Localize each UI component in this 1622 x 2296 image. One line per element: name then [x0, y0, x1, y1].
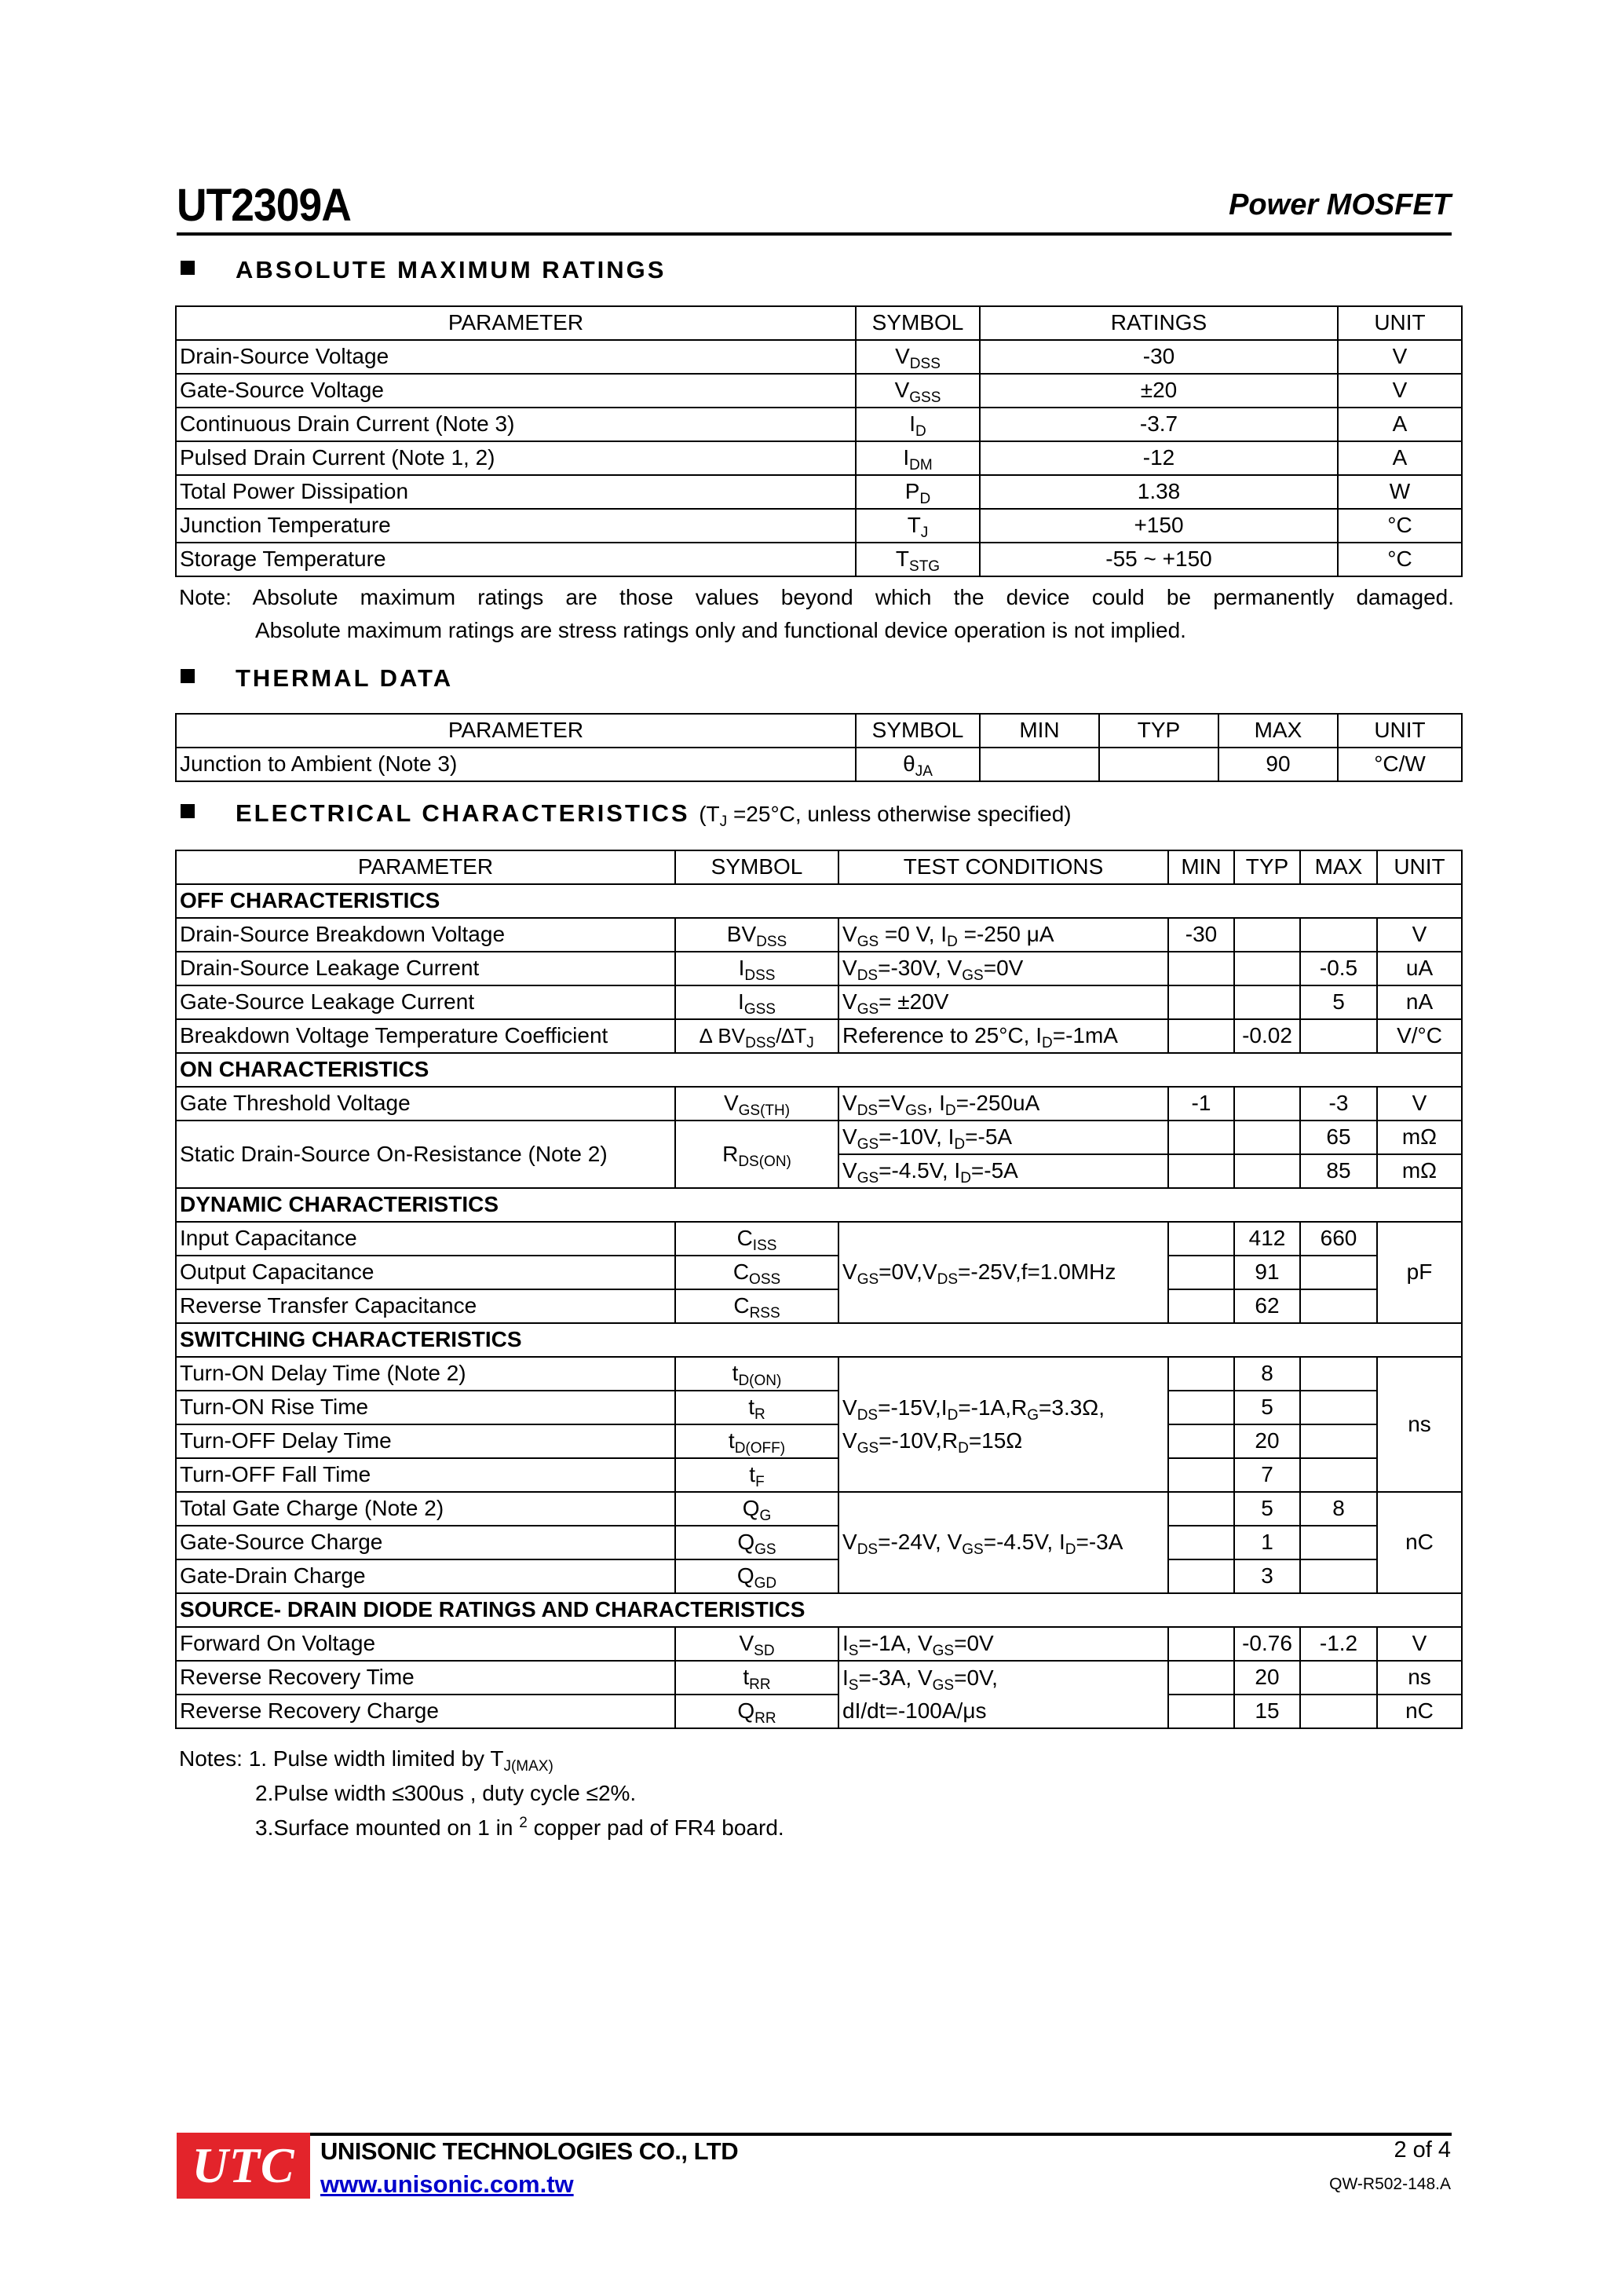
rating-cell: -3.7 — [980, 408, 1338, 441]
min-cell — [1168, 1695, 1234, 1728]
max-cell — [1300, 1357, 1377, 1391]
unit-cell: nA — [1377, 985, 1462, 1019]
param-cell: Forward On Voltage — [176, 1627, 675, 1661]
max-cell — [1300, 918, 1377, 952]
col-header: TEST CONDITIONS — [838, 850, 1168, 884]
symbol-cell: $t_{D(OFF)}$ — [675, 1424, 838, 1458]
condition-cell: $I_S=-3A$, $V_{GS}=0V$, dI/dt=-100A/μs — [838, 1661, 1168, 1728]
unit-cell: A — [1338, 441, 1462, 475]
max-cell: 85 — [1300, 1154, 1377, 1188]
document-reference: QW-R502-148.A — [1329, 2175, 1451, 2193]
unit-cell: °C/W — [1338, 748, 1462, 781]
param-cell: Turn-OFF Delay Time — [176, 1424, 675, 1458]
min-cell — [1168, 1526, 1234, 1559]
condition-cell: $V_{GS}=-10V$, $I_D=-5A$ — [838, 1121, 1168, 1154]
min-cell — [1168, 985, 1234, 1019]
param-cell: Input Capacitance — [176, 1222, 675, 1256]
condition-cell: $V_{GS}=0V,V_{DS}=-25V,f=1.0MHz$ — [838, 1222, 1168, 1323]
table-row — [176, 340, 1462, 374]
symbol-cell: $V_{DSS}$ — [856, 340, 980, 374]
min-cell — [1168, 1256, 1234, 1289]
typ-cell: 91 — [1234, 1256, 1300, 1289]
max-cell — [1300, 1256, 1377, 1289]
table-row — [176, 952, 1462, 985]
param-cell: Gate Threshold Voltage — [176, 1087, 675, 1121]
rating-cell: -30 — [980, 340, 1338, 374]
unit-cell: uA — [1377, 952, 1462, 985]
max-cell — [1300, 1391, 1377, 1424]
section-heading-electrical — [181, 799, 1072, 828]
typ-cell — [1234, 1087, 1300, 1121]
symbol-cell: $Q_{GD}$ — [675, 1559, 838, 1593]
typ-cell — [1234, 1121, 1300, 1154]
col-header: TYP — [1234, 850, 1300, 884]
param-cell: Reverse Transfer Capacitance — [176, 1289, 675, 1323]
min-cell: -1 — [1168, 1087, 1234, 1121]
section-label: OFF CHARACTERISTICS — [176, 884, 1462, 918]
typ-cell — [1234, 1154, 1300, 1188]
param-cell: Total Power Dissipation — [176, 475, 856, 509]
table-row — [176, 1661, 1462, 1695]
param-cell: Gate-Source Voltage — [176, 374, 856, 408]
col-header: MIN — [980, 714, 1099, 748]
param-cell: Junction Temperature — [176, 509, 856, 543]
min-cell — [1168, 1424, 1234, 1458]
unit-cell: W — [1338, 475, 1462, 509]
unit-cell: V/°C — [1377, 1019, 1462, 1053]
table-row — [176, 1087, 1462, 1121]
table-row — [176, 408, 1462, 441]
symbol-cell: $I_{DM}$ — [856, 441, 980, 475]
thermal-data-table — [175, 713, 1463, 782]
symbol-cell: $I_{DSS}$ — [675, 952, 838, 985]
col-header: MAX — [1218, 714, 1338, 748]
col-header: TYP — [1099, 714, 1218, 748]
min-cell: -30 — [1168, 918, 1234, 952]
section-heading-thermal — [181, 664, 453, 693]
typ-cell: 15 — [1234, 1695, 1300, 1728]
min-cell — [1168, 1222, 1234, 1256]
amr-note-line1: Note: Absolute maximum ratings are those values beyond which the device could be permanently damaged. — [179, 585, 1454, 609]
max-cell: 65 — [1300, 1121, 1377, 1154]
max-cell — [1300, 1661, 1377, 1695]
test-condition-note: ($T_J =25^\circ C$, unless otherwise specified) — [699, 802, 1072, 830]
symbol-cell: $V_{GSS}$ — [856, 374, 980, 408]
symbol-cell: $Q_{GS}$ — [675, 1526, 838, 1559]
condition-cell: $V_{DS}=V_{GS}$, $I_D=-250uA$ — [838, 1087, 1168, 1121]
section-label: DYNAMIC CHARACTERISTICS — [176, 1188, 1462, 1222]
param-cell: Turn-ON Delay Time (Note 2) — [176, 1357, 675, 1391]
footer-rule — [177, 2133, 1452, 2136]
table-header-row — [176, 714, 1462, 748]
symbol-cell: $t_R$ — [675, 1391, 838, 1424]
rating-cell: +150 — [980, 509, 1338, 543]
condition-cell: $I_S=-1A$, $V_{GS}=0V$ — [838, 1627, 1168, 1661]
section-label: ON CHARACTERISTICS — [176, 1053, 1462, 1087]
table-header-row — [176, 306, 1462, 340]
typ-cell: 5 — [1234, 1391, 1300, 1424]
typ-cell: 20 — [1234, 1424, 1300, 1458]
max-cell — [1300, 1526, 1377, 1559]
table-header-row — [176, 850, 1462, 884]
typ-cell: 8 — [1234, 1357, 1300, 1391]
symbol-cell: $BV_{DSS}$ — [675, 918, 838, 952]
min-cell — [1168, 1121, 1234, 1154]
table-row — [176, 1458, 1462, 1492]
table-row — [176, 1424, 1462, 1458]
bullet-icon — [181, 804, 195, 818]
table-row — [176, 441, 1462, 475]
symbol-cell: $Q_G$ — [675, 1492, 838, 1526]
param-cell: Total Gate Charge (Note 2) — [176, 1492, 675, 1526]
max-cell: 5 — [1300, 985, 1377, 1019]
rating-cell: ±20 — [980, 374, 1338, 408]
table-row — [176, 1019, 1462, 1053]
section-title: ELECTRICAL CHARACTERISTICS — [236, 799, 690, 827]
section-row — [176, 884, 1462, 918]
unit-cell: ns — [1377, 1357, 1462, 1492]
min-cell — [1168, 1289, 1234, 1323]
min-cell — [1168, 1627, 1234, 1661]
max-cell — [1300, 1019, 1377, 1053]
typ-cell — [1234, 918, 1300, 952]
symbol-cell: $C_{ISS}$ — [675, 1222, 838, 1256]
symbol-cell: $P_D$ — [856, 475, 980, 509]
max-cell: -1.2 — [1300, 1627, 1377, 1661]
bullet-icon — [181, 669, 195, 683]
max-cell — [1300, 1458, 1377, 1492]
note-3: 3.Surface mounted on 1 in $^2$ copper pad of FR4 board. — [255, 1815, 784, 1840]
param-cell: Drain-Source Leakage Current — [176, 952, 675, 985]
param-cell: Turn-ON Rise Time — [176, 1391, 675, 1424]
min-cell — [1168, 1559, 1234, 1593]
website-link[interactable]: www.unisonic.com.tw — [320, 2170, 574, 2198]
unit-cell: V — [1377, 1627, 1462, 1661]
table-row — [176, 1357, 1462, 1391]
col-header: RATINGS — [980, 306, 1338, 340]
condition-cell: $V_{DS}=-15V,I_D=-1A,R_G=3.3\Omega$, $V_{GS}=-10V,R_D=15\Omega$ — [838, 1357, 1168, 1492]
max-cell — [1300, 1424, 1377, 1458]
table-row — [176, 1492, 1462, 1526]
max-cell: 660 — [1300, 1222, 1377, 1256]
table-row — [176, 985, 1462, 1019]
min-cell — [1168, 1458, 1234, 1492]
min-cell — [1168, 1357, 1234, 1391]
symbol-cell: $t_{D(ON)}$ — [675, 1357, 838, 1391]
symbol-cell: $C_{OSS}$ — [675, 1256, 838, 1289]
param-cell: Storage Temperature — [176, 543, 856, 576]
col-header: PARAMETER — [176, 306, 856, 340]
typ-cell — [1234, 985, 1300, 1019]
unit-cell: mΩ — [1377, 1121, 1462, 1154]
unit-cell: °C — [1338, 543, 1462, 576]
unit-cell: mΩ — [1377, 1154, 1462, 1188]
unit-cell: A — [1338, 408, 1462, 441]
rating-cell: 1.38 — [980, 475, 1338, 509]
max-cell: -3 — [1300, 1087, 1377, 1121]
param-cell: Output Capacitance — [176, 1256, 675, 1289]
typ-cell — [1234, 952, 1300, 985]
amr-note-line2: Absolute maximum ratings are stress ratings only and functional device operation is not implied. — [255, 618, 1186, 642]
param-cell: Junction to Ambient (Note 3) — [176, 748, 856, 781]
electrical-characteristics-table — [175, 850, 1463, 1729]
rating-cell: -12 — [980, 441, 1338, 475]
param-cell: Continuous Drain Current (Note 3) — [176, 408, 856, 441]
table-row — [176, 1222, 1462, 1256]
unit-cell: nC — [1377, 1492, 1462, 1593]
typ-cell — [1099, 748, 1218, 781]
typ-cell: 1 — [1234, 1526, 1300, 1559]
max-cell — [1300, 1289, 1377, 1323]
symbol-cell: $C_{RSS}$ — [675, 1289, 838, 1323]
unit-cell: °C — [1338, 509, 1462, 543]
param-cell: Reverse Recovery Charge — [176, 1695, 675, 1728]
param-cell: Static Drain-Source On-Resistance (Note 2) — [176, 1121, 675, 1188]
unit-cell: V — [1338, 374, 1462, 408]
unit-cell: V — [1338, 340, 1462, 374]
min-cell — [1168, 1391, 1234, 1424]
param-cell: Pulsed Drain Current (Note 1, 2) — [176, 441, 856, 475]
bullet-icon — [181, 261, 195, 275]
condition-cell: $V_{GS}=-4.5V$, $I_D=-5A$ — [838, 1154, 1168, 1188]
unit-cell: nC — [1377, 1695, 1462, 1728]
min-cell — [1168, 1019, 1234, 1053]
max-cell: 90 — [1218, 748, 1338, 781]
condition-cell: $V_{DS}=-24V$, $V_{GS}=-4.5V$, $I_D=-3A$ — [838, 1492, 1168, 1593]
section-row — [176, 1188, 1462, 1222]
section-label: SWITCHING CHARACTERISTICS — [176, 1323, 1462, 1357]
param-cell: Drain-Source Breakdown Voltage — [176, 918, 675, 952]
table-row — [176, 748, 1462, 781]
symbol-cell: $t_F$ — [675, 1458, 838, 1492]
table-row — [176, 1627, 1462, 1661]
min-cell — [1168, 1492, 1234, 1526]
table-row — [176, 1289, 1462, 1323]
table-row — [176, 509, 1462, 543]
symbol-cell: $V_{SD}$ — [675, 1627, 838, 1661]
max-cell — [1300, 1559, 1377, 1593]
unit-cell: pF — [1377, 1222, 1462, 1323]
table-row — [176, 1256, 1462, 1289]
min-cell — [1168, 1661, 1234, 1695]
unit-cell: ns — [1377, 1661, 1462, 1695]
absolute-maximum-ratings-table — [175, 305, 1463, 577]
typ-cell: -0.76 — [1234, 1627, 1300, 1661]
table-row — [176, 1526, 1462, 1559]
page-number: 2 of 4 — [1394, 2137, 1451, 2163]
condition-cell: $V_{GS} =0$ V, $I_D =-250$ μA — [838, 918, 1168, 952]
note-2: 2.Pulse width ≤300us , duty cycle ≤2%. — [255, 1781, 637, 1805]
col-header: SYMBOL — [856, 714, 980, 748]
min-cell — [1168, 1154, 1234, 1188]
col-header: UNIT — [1338, 306, 1462, 340]
param-cell: Turn-OFF Fall Time — [176, 1458, 675, 1492]
min-cell — [980, 748, 1099, 781]
max-cell — [1300, 1695, 1377, 1728]
unit-cell: V — [1377, 918, 1462, 952]
note-1: Notes: 1. Pulse width limited by $T_{J(MAX)}$ — [179, 1746, 553, 1775]
col-header: MAX — [1300, 850, 1377, 884]
max-cell: -0.5 — [1300, 952, 1377, 985]
section-row — [176, 1323, 1462, 1357]
col-header: PARAMETER — [176, 850, 675, 884]
symbol-cell: $I_D$ — [856, 408, 980, 441]
condition-cell: Reference to 25°C, $I_D=-1mA$ — [838, 1019, 1168, 1053]
param-cell: Gate-Source Charge — [176, 1526, 675, 1559]
table-row — [176, 1391, 1462, 1424]
typ-cell: 3 — [1234, 1559, 1300, 1593]
company-name: UNISONIC TECHNOLOGIES CO., LTD — [320, 2137, 739, 2165]
condition-cell: $V_{DS}=-30V$, $V_{GS}=0V$ — [838, 952, 1168, 985]
table-row — [176, 1121, 1462, 1154]
max-cell: 8 — [1300, 1492, 1377, 1526]
section-heading-amr — [181, 256, 666, 284]
col-header: SYMBOL — [675, 850, 838, 884]
typ-cell: 7 — [1234, 1458, 1300, 1492]
utc-logo: UTC — [177, 2133, 310, 2199]
col-header: MIN — [1168, 850, 1234, 884]
section-title: THERMAL DATA — [236, 664, 454, 692]
table-row — [176, 475, 1462, 509]
symbol-cell: $t_{RR}$ — [675, 1661, 838, 1695]
section-row — [176, 1593, 1462, 1627]
table-row — [176, 374, 1462, 408]
typ-cell: 412 — [1234, 1222, 1300, 1256]
table-row — [176, 543, 1462, 576]
condition-cell: $V_{GS}= \pm 20V$ — [838, 985, 1168, 1019]
table-row — [176, 918, 1462, 952]
typ-cell: -0.02 — [1234, 1019, 1300, 1053]
symbol-cell: $R_{DS(ON)}$ — [675, 1121, 838, 1188]
col-header: PARAMETER — [176, 714, 856, 748]
typ-cell: 62 — [1234, 1289, 1300, 1323]
col-header: SYMBOL — [856, 306, 980, 340]
symbol-cell: $Q_{RR}$ — [675, 1695, 838, 1728]
rating-cell: -55 ~ +150 — [980, 543, 1338, 576]
symbol-cell: $\theta_{JA}$ — [856, 748, 980, 781]
param-cell: Drain-Source Voltage — [176, 340, 856, 374]
typ-cell: 5 — [1234, 1492, 1300, 1526]
param-cell: Gate-Source Leakage Current — [176, 985, 675, 1019]
table-row — [176, 1695, 1462, 1728]
symbol-cell: $T_J$ — [856, 509, 980, 543]
param-cell: Breakdown Voltage Temperature Coefficient — [176, 1019, 675, 1053]
symbol-cell: $I_{GSS}$ — [675, 985, 838, 1019]
col-header: UNIT — [1338, 714, 1462, 748]
part-number: UT2309A — [177, 180, 351, 231]
min-cell — [1168, 952, 1234, 985]
symbol-cell: ∆ $BV_{DSS}/\Delta T_J$ — [675, 1019, 838, 1053]
table-body — [176, 340, 1462, 576]
unit-cell: V — [1377, 1087, 1462, 1121]
symbol-cell: $T_{STG}$ — [856, 543, 980, 576]
typ-cell: 20 — [1234, 1661, 1300, 1695]
table-row — [176, 1559, 1462, 1593]
section-label: SOURCE- DRAIN DIODE RATINGS AND CHARACTERISTICS — [176, 1593, 1462, 1627]
document-type: Power MOSFET — [1229, 188, 1451, 221]
header-rule — [177, 232, 1452, 236]
param-cell: Gate-Drain Charge — [176, 1559, 675, 1593]
param-cell: Reverse Recovery Time — [176, 1661, 675, 1695]
section-title: ABSOLUTE MAXIMUM RATINGS — [236, 256, 667, 283]
symbol-cell: $V_{GS(TH)}$ — [675, 1087, 838, 1121]
section-row — [176, 1053, 1462, 1087]
col-header: UNIT — [1377, 850, 1462, 884]
